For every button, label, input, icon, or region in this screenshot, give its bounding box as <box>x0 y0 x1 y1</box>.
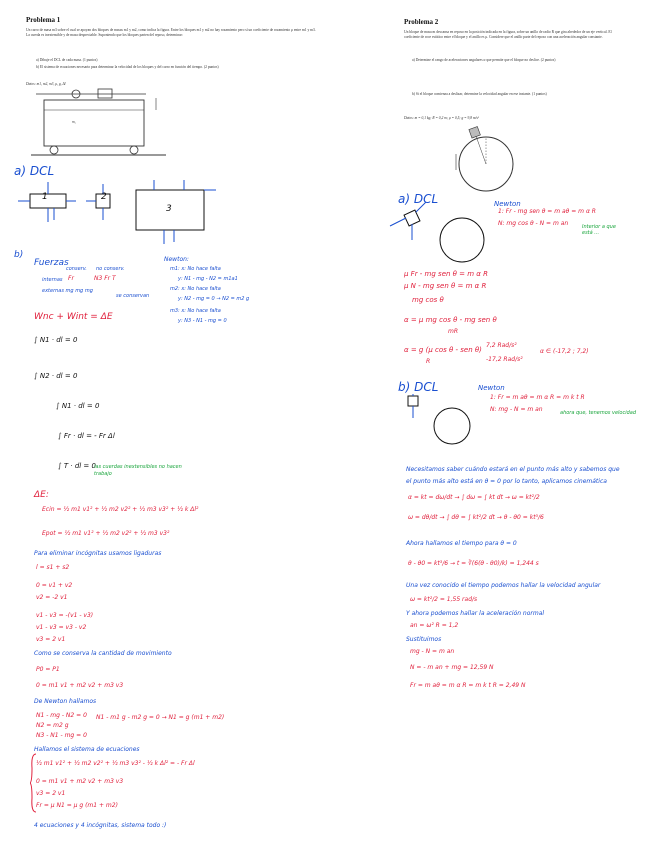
left-fuerzas: Fuerzas <box>34 258 69 268</box>
right-note-green: Interior a que está ... <box>582 224 616 236</box>
block3-label: 3 <box>166 204 172 214</box>
right-vel-1: ω = kt²/2 = 1,55 rad/s <box>410 596 478 603</box>
m3-label: m₃ <box>72 120 76 124</box>
left-sys-end: 4 ecuaciones y 4 incógnitas, sistema todo :) <box>34 822 167 829</box>
left-int-5-note: las cuerdas inextensibles no hacen trabajo <box>94 464 182 477</box>
right-eq-3: mg cos θ <box>412 296 444 304</box>
right-alt-title: Ahora hallamos el tiempo para θ = 0 <box>406 540 517 547</box>
left-conserv: conserv. <box>66 266 87 272</box>
left-lig-3: v2 = -2 v1 <box>36 594 68 601</box>
right-bn-note: ahora que, tenemos velocidad <box>560 410 637 416</box>
right-sust-title: Sustituimos <box>406 636 442 643</box>
right-dcl-a-diagram <box>376 200 486 270</box>
right-newton-title: Newton <box>494 200 521 208</box>
left-lig-6: v3 = 2 v1 <box>36 636 66 643</box>
right-eq-5: α = g (μ cos θ - sen θ) <box>404 346 482 354</box>
problem2-title: Problema 2 <box>404 18 439 26</box>
right-acc-title: Y ahora podemos hallar la aceleración normal <box>406 610 545 617</box>
left-newton2-title: De Newton hallamos <box>34 698 97 705</box>
left-sys-title: Hallamos el sistema de ecuaciones <box>34 746 140 753</box>
right-eq-1: μ Fr - mg sen θ = m α R <box>404 270 489 278</box>
right-bn-2: N: mg - N = m an <box>490 406 543 413</box>
right-eq-2: μ N - mg sen θ = m α R <box>404 282 487 290</box>
left-int-4: ∫ Fr · dl = - Fr Δl <box>58 432 115 440</box>
left-nb-1: N1 - mg - N2 = 0 <box>36 712 87 719</box>
left-lig-1: l = s1 + s2 <box>36 564 70 571</box>
right-kin-2: ω = dθ/dt → ∫ dθ = ∫ kt²/2 dt → θ - θ0 = kt³/6 <box>408 514 544 521</box>
right-sust-2: N = - m an + mg = 12,59 N <box>410 664 494 671</box>
right-text-1: Necesitamos saber cuándo estará en el punto más alto y sabemos que <box>406 466 620 473</box>
problem2-body: Un bloque de masa m descansa en reposo en la posición indicada en la figura, sobre un anillo de radio R que gira alrededor de un eje vertical. El coeficiente de roce estático entre el bloque y el anillo es μ. Considere que el anillo parte del reposo con una aceleración angular constante. <box>404 30 612 39</box>
left-cons-2: 0 = m1 v1 + m2 v2 + m3 v3 <box>36 682 124 689</box>
problem1-item-b: b) El sistema de ecuaciones necesario para determinar la velocidad de los bloques y del carro en función del tiempo. (2 puntos) <box>36 65 219 69</box>
problem2-datos: Datos: m = 0,1 kg; R = 0,2 m; μ = 0,5; g = 9,8 m/s² <box>404 116 479 120</box>
system-brace <box>30 752 38 814</box>
left-lig-2: 0 = v1 + v2 <box>36 582 73 589</box>
left-newton-1b: y: N1 - mg - N2 = m1a1 <box>178 276 238 282</box>
right-bn-title: Newton <box>478 384 505 392</box>
left-b-label: b) <box>14 250 24 260</box>
right-text-2: el punto más alto está en θ = 0 por lo tanto, aplicamos cinemática <box>406 478 607 485</box>
left-int-1: ∫ N1 · dl = 0 <box>34 336 78 344</box>
left-nb-3: N3 - N1 - mg = 0 <box>36 732 87 739</box>
left-dcl-diagram <box>14 178 244 250</box>
left-cons-1: P0 = P1 <box>36 666 60 673</box>
left-no-conserv: no conserv. <box>96 266 125 272</box>
right-sust-3: Fr = m aθ = m α R = m k t R = 2,49 N <box>410 682 526 689</box>
left-sys-4: Fr = μ N1 = μ g (m1 + m2) <box>36 802 118 809</box>
left-int-3: ∫ N1 · dl = 0 <box>56 402 100 410</box>
left-nfr: N3 Fr T <box>94 275 116 282</box>
right-kin-1: α = kt = dω/dt → ∫ dω = ∫ kt dt → ω = kt²/2 <box>408 494 540 501</box>
left-lig-4: v1 - v3 = -(v1 - v3) <box>36 612 94 619</box>
problem1-datos: Datos: m1, m2, m3, μ, g, Δl <box>26 82 66 86</box>
right-eq-4b: mR <box>448 328 459 335</box>
right-vel-title: Una vez conocido el tiempo podemos hallar la velocidad angular <box>406 582 601 589</box>
left-nb-result: N1 - m1 g - m2 g = 0 → N1 = g (m1 + m2) <box>96 714 225 721</box>
left-newton-2: m2: x: No hace falta <box>170 286 221 292</box>
left-newton-1: m1: x: No hace falta <box>170 266 221 272</box>
left-a-label: a) DCL <box>14 164 55 178</box>
left-externas: externas mg mg mg <box>42 288 93 294</box>
right-eq-4: α = μ mg cos θ - mg sen θ <box>404 316 497 324</box>
left-sys-1: ½ m1 v1² + ½ m2 v2² + ½ m3 v3² - ½ k Δl² = - Fr Δl <box>36 760 195 767</box>
problem1-title: Problema 1 <box>26 16 61 24</box>
left-ligaduras-title: Para eliminar incógnitas usamos ligaduras <box>34 550 162 557</box>
right-newton-2: N: mg cos θ - N = m an <box>498 220 569 227</box>
problem2-item-b: b) Si el bloque comienza a deslizar, determine la velocidad angular en ese instante. (1 puntos) <box>412 92 547 96</box>
left-newton-3b: y: N3 - N1 - mg = 0 <box>178 318 227 324</box>
right-eq-5b: R <box>426 358 431 365</box>
left-int-5: ∫ T · dl = 0 <box>58 462 96 470</box>
left-sys-3: v3 = 2 v1 <box>36 790 66 797</box>
right-bn-1: 1: Fr = m aθ = m α R = m k t R <box>490 394 585 401</box>
right-result-1: 7,2 Rad/s² <box>486 342 517 349</box>
left-fr: Fr <box>68 275 74 282</box>
right-alt-1: θ - θ0 = kt³/6 → t = ∛(6(θ - θ0)/k) = 1,244 s <box>408 560 539 567</box>
right-result-2: -17,2 Rad/s² <box>486 356 523 363</box>
right-b-label: b) DCL <box>398 380 439 394</box>
left-epot: Epot = ½ m1 v1² + ½ m2 v2² + ½ m3 v3² <box>42 530 170 537</box>
block2-label: 2 <box>101 192 107 202</box>
left-newton-2b: y: N2 - mg = 0 → N2 = m2 g <box>178 296 250 302</box>
problem1-body: Un carro de masa m3 sobre el cual se apoyan dos bloques de masas m1 y m2, como indica la figura. Entre los bloques m1 y m2 no hay rozamiento pero sí un coeficiente de rozamiento μ entre m1 y m3. La cuerda es inextensible y de masa despreciable. Suponiendo que los bloques parten del reposo, determinar: <box>26 28 316 37</box>
left-se-conservan: se conservan <box>116 293 150 299</box>
problem2-figure <box>450 124 530 194</box>
right-acc-1: an = ω² R = 1,2 <box>410 622 459 629</box>
left-newton-3: m3: x: No hace falta <box>170 308 221 314</box>
block1-label: 1 <box>42 192 48 202</box>
problem1-item-a: a) Dibuje el DCL de cada masa. (1 puntos) <box>36 58 98 62</box>
left-cons-title: Como se conserva la cantidad de movimiento <box>34 650 172 657</box>
left-sys-2: 0 = m1 v1 + m2 v2 + m3 v3 <box>36 778 124 785</box>
right-sust-1: mg - N = m an <box>410 648 455 655</box>
left-int-2: ∫ N2 · dl = 0 <box>34 372 78 380</box>
left-internas: internas <box>42 277 63 283</box>
right-range: α ∈ (-17,2 ; 7,2) <box>540 348 589 355</box>
right-newton-1: 1: Fr - mg sen θ = m aθ = m α R <box>498 208 596 215</box>
right-a-label: a) DCL <box>398 192 439 206</box>
left-newton-title: Newton: <box>164 256 189 263</box>
problem1-figure <box>26 88 186 168</box>
left-ecin: Ecin = ½ m1 v1² + ½ m2 v2² + ½ m3 v3² + ½ k Δl² <box>42 506 199 513</box>
right-dcl-b-diagram <box>400 394 490 450</box>
left-work-eq: Wnc + Wint = ΔE <box>34 312 113 322</box>
left-nb-2: N2 = m2 g <box>36 722 69 729</box>
problem2-item-a: a) Determine el rango de aceleraciones angulares α que permite que el bloque no deslice. (2 puntos) <box>412 58 556 62</box>
left-delta-e: ΔE: <box>34 490 49 500</box>
left-lig-5: v1 - v3 = v3 - v2 <box>36 624 87 631</box>
